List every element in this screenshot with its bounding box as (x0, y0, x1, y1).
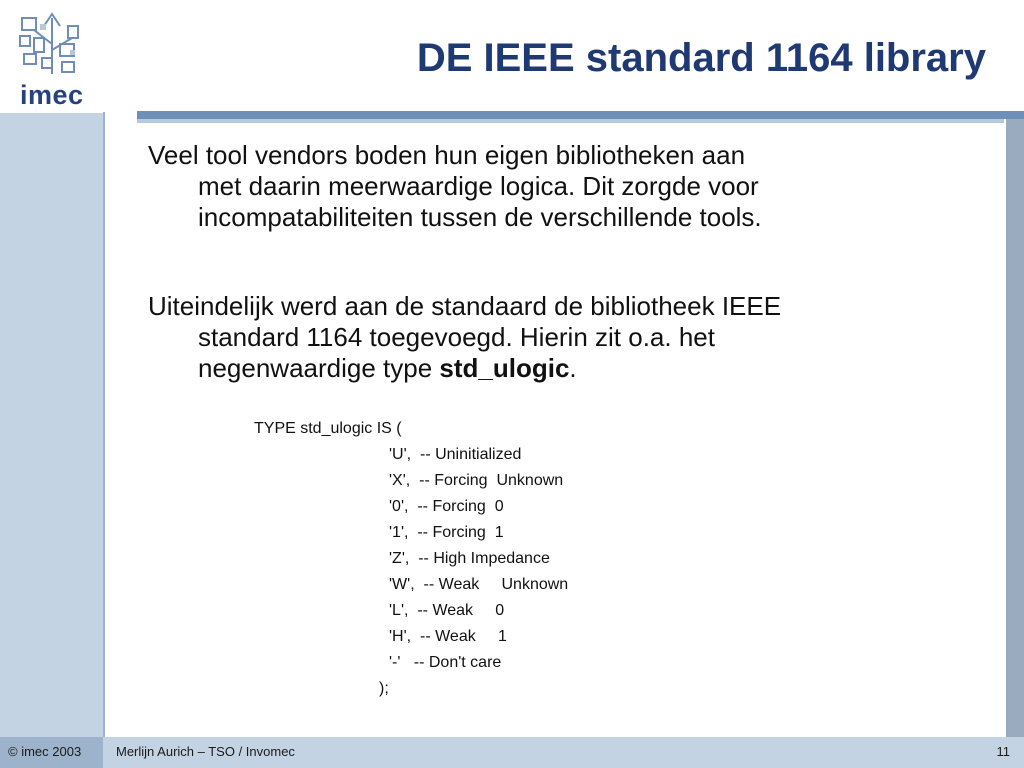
bullet-2 (148, 291, 998, 384)
bullet-2-line-3 (148, 353, 998, 384)
code-line-w: 'W', -- Weak Unknown (389, 576, 569, 593)
logo-area (0, 0, 103, 113)
code-line-u: 'U', -- Uninitialized (389, 446, 522, 463)
bullet-1-line-1: Veel tool vendors boden hun eigen bibliotheken aan (148, 140, 746, 170)
left-sidebar (0, 0, 103, 768)
slide-title: DE IEEE standard 1164 library (416, 36, 986, 80)
code-line-h: 'H', -- Weak 1 (389, 628, 507, 645)
code-closing: ); (379, 680, 389, 697)
code-type-header: TYPE std_ulogic IS ( (254, 420, 402, 437)
code-line-dash: '-' -- Don't care (389, 654, 502, 671)
code-line-x: 'X', -- Forcing Unknown (389, 472, 564, 489)
bullet-1-line-2: met daarin meerwaardige logica. Dit zorgde voor (198, 171, 759, 201)
std-ulogic-term: std_ulogic (439, 353, 570, 383)
title-rule (137, 111, 1024, 119)
logo-text: imec (20, 80, 84, 110)
bullet-2-line-3-prefix: negenwaardige type (198, 353, 440, 383)
sidebar-edge (103, 0, 105, 768)
title-rule-light (137, 119, 1024, 123)
page-number: 11 (996, 744, 1010, 759)
footer-copyright: © imec 2003 (8, 744, 82, 759)
bullet-2-line-2: standard 1164 toegevoegd. Hierin zit o.a. het (198, 322, 715, 352)
imec-logo-icon (12, 4, 92, 84)
code-line-l: 'L', -- Weak 0 (389, 602, 505, 619)
code-line-0: '0', -- Forcing 0 (389, 498, 504, 515)
bullet-2-line-1: Uiteindelijk werd aan de standaard de bibliotheek IEEE (148, 291, 782, 321)
footer-author: Merlijn Aurich – TSO / Invomec (116, 744, 295, 759)
bullet-2-line-3-suffix: . (569, 353, 577, 383)
code-line-1: '1', -- Forcing 1 (389, 524, 504, 541)
bullet-1-line-3: incompatabiliteiten tussen de verschillende tools. (198, 202, 762, 232)
code-line-z: 'Z', -- High Impedance (389, 550, 550, 567)
bullet-1 (148, 140, 998, 233)
right-bar (1006, 119, 1024, 737)
